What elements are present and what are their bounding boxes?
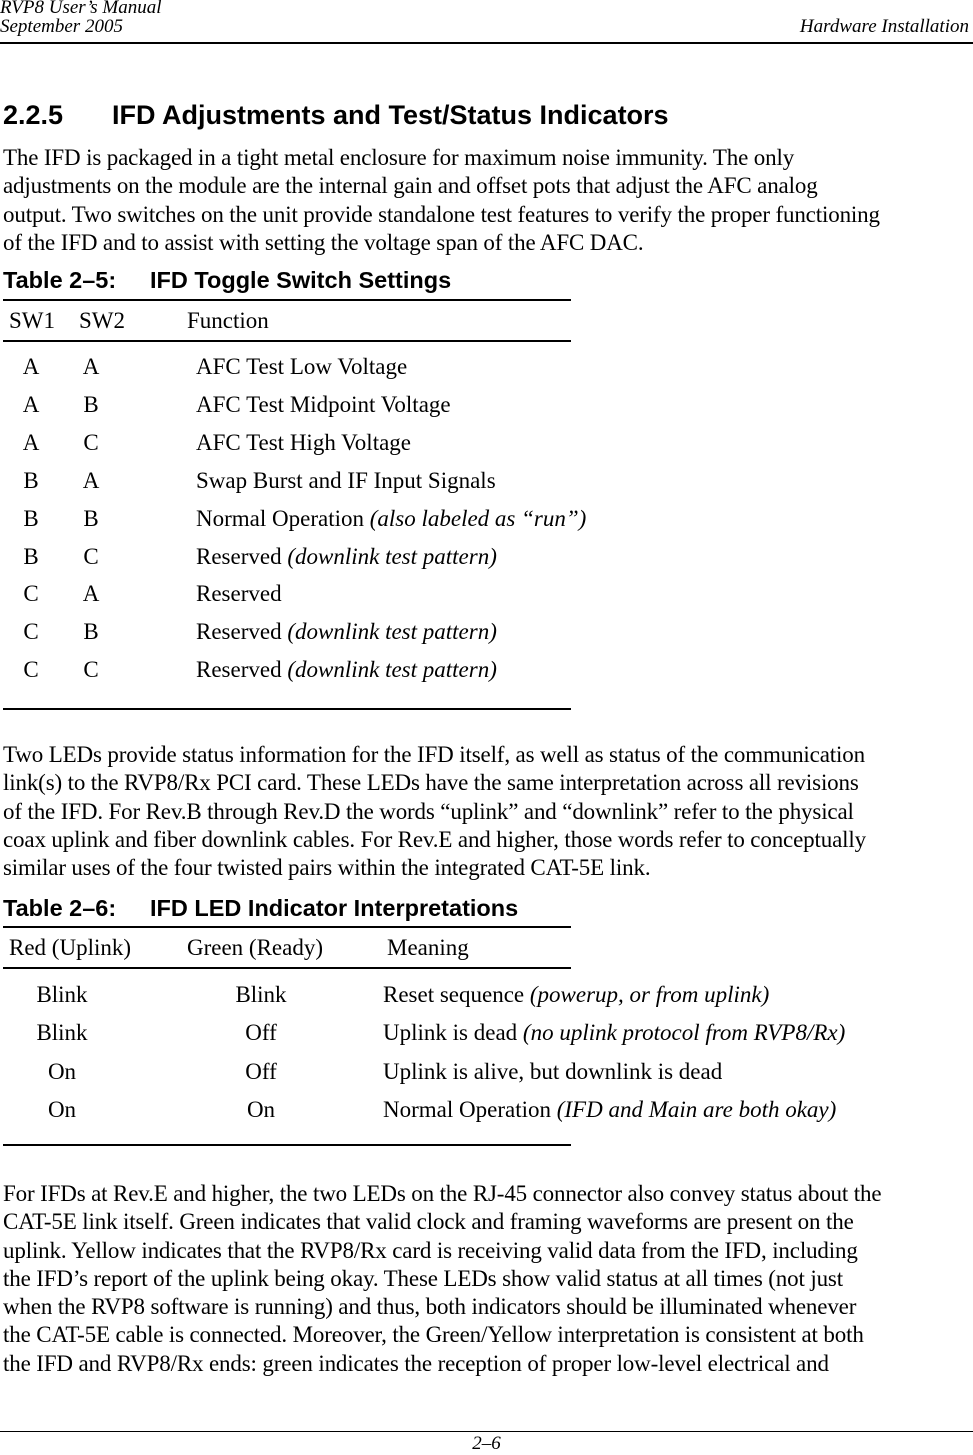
table-switch-top-rule bbox=[3, 299, 571, 301]
table-led-header-red: Red (Uplink) bbox=[9, 935, 132, 960]
switch-sw2-cell: C bbox=[83, 657, 99, 683]
switch-function-cell bbox=[196, 391, 451, 419]
text-line: similar uses of the four twisted pairs within the integrated CAT-5E link. bbox=[3, 855, 651, 881]
switch-sw1-cell: C bbox=[23, 581, 39, 607]
led-meaning-cell-text: Normal Operation bbox=[383, 1096, 557, 1122]
switch-sw2-cell: C bbox=[83, 543, 99, 569]
led-meaning-cell-text: Reset sequence bbox=[383, 982, 530, 1007]
switch-sw1-cell: B bbox=[23, 543, 39, 569]
table-led-title: IFD LED Indicator Interpretations bbox=[150, 895, 519, 921]
switch-function-cell-note: (downlink test pattern) bbox=[287, 657, 497, 683]
section-number: 2.2.5 bbox=[3, 100, 64, 130]
led-red-cell: Blink bbox=[36, 982, 88, 1007]
switch-function-cell bbox=[196, 656, 497, 684]
switch-sw2-cell: B bbox=[83, 505, 99, 531]
switch-function-cell-note: (downlink test pattern) bbox=[287, 543, 497, 569]
led-meaning-cell-note: (no uplink protocol from RVP8/Rx) bbox=[522, 1020, 846, 1046]
led-meaning-cell bbox=[383, 1096, 836, 1124]
text-line: the IFD’s report of the uplink being okay. These LEDs show valid status at all times (not just bbox=[3, 1265, 843, 1291]
text-line: uplink. Yellow indicates that the RVP8/Rx card is receiving valid data from the IFD, including bbox=[3, 1237, 858, 1263]
table-led-header-green: Green (Ready) bbox=[187, 935, 324, 960]
led-meaning-cell-note: (powerup, or from uplink) bbox=[529, 982, 770, 1007]
text-line: Two LEDs provide status information for the IFD itself, as well as status of the communication bbox=[3, 742, 865, 767]
table-switch-bottom-rule bbox=[3, 708, 571, 710]
table-switch-title: IFD Toggle Switch Settings bbox=[150, 267, 452, 293]
text-line: the CAT-5E cable is connected. Moreover, the Green/Yellow interpretation is consistent at both bbox=[3, 1322, 864, 1348]
led-red-cell: Blink bbox=[36, 1020, 88, 1046]
switch-sw2-cell: A bbox=[82, 467, 100, 493]
switch-function-cell-text: AFC Test Low Voltage bbox=[196, 354, 408, 379]
text-line: link(s) to the RVP8/Rx PCI card. These LEDs have the same interpretation across all revisions bbox=[3, 770, 859, 796]
table-switch-label: Table 2–5: bbox=[3, 267, 117, 293]
table-switch-header-sw1: SW1 bbox=[9, 308, 55, 333]
text-line: when the RVP8 software is running) and thus, both indicators should be illuminated whenever bbox=[3, 1294, 857, 1320]
table-led-header-rule bbox=[3, 967, 571, 969]
text-line: output. Two switches on the unit provide standalone test features to verify the proper functioning bbox=[3, 201, 880, 227]
led-green-cell: Off bbox=[245, 1020, 277, 1046]
text-line: coax uplink and fiber downlink cables. For Rev.E and higher, those words refer to conceptually bbox=[3, 826, 866, 852]
section-title: IFD Adjustments and Test/Status Indicators bbox=[112, 100, 669, 130]
switch-function-cell bbox=[196, 505, 586, 533]
page-number: 2–6 bbox=[472, 1433, 501, 1454]
switch-function-cell bbox=[196, 429, 411, 457]
text-line: For IFDs at Rev.E and higher, the two LEDs on the RJ-45 connector also convey status about the bbox=[3, 1181, 882, 1206]
switch-function-cell-text: Reserved bbox=[196, 581, 282, 607]
switch-sw1-cell: A bbox=[22, 354, 40, 379]
switch-function-cell-text: AFC Test High Voltage bbox=[196, 429, 411, 455]
switch-sw1-cell: A bbox=[22, 429, 40, 455]
switch-function-cell-text: Reserved bbox=[196, 619, 288, 645]
table-led-label: Table 2–6: bbox=[3, 895, 117, 921]
switch-function-cell-text: Normal Operation bbox=[196, 505, 370, 531]
intro-paragraph bbox=[3, 144, 973, 257]
led-red-cell: On bbox=[47, 1058, 77, 1084]
header-manual-title: RVP8 User’s Manual bbox=[0, 0, 162, 18]
led-green-cell: On bbox=[246, 1096, 276, 1122]
table-switch-caption bbox=[3, 266, 451, 294]
switch-function-cell bbox=[196, 353, 407, 381]
led-meaning-cell-text: Uplink is alive, but downlink is dead bbox=[383, 1058, 723, 1084]
table-switch-header-rule bbox=[3, 340, 571, 342]
switch-sw1-cell: B bbox=[23, 467, 39, 493]
switch-sw1-cell: C bbox=[23, 619, 39, 645]
switch-function-cell bbox=[196, 543, 497, 571]
switch-function-cell bbox=[196, 580, 282, 608]
led-green-cell: Off bbox=[245, 1058, 277, 1084]
table-led-caption bbox=[3, 894, 518, 922]
led-meaning-cell bbox=[383, 981, 769, 1009]
header-rule bbox=[0, 42, 973, 44]
text-line: the IFD and RVP8/Rx ends: green indicates the reception of proper low-level electrical and bbox=[3, 1350, 829, 1376]
switch-sw2-cell: B bbox=[83, 391, 99, 417]
switch-sw1-cell: C bbox=[23, 657, 39, 683]
text-line: The IFD is packaged in a tight metal enclosure for maximum noise immunity. The only bbox=[3, 145, 795, 170]
switch-sw2-cell: A bbox=[82, 581, 100, 607]
switch-function-cell-text: Swap Burst and IF Input Signals bbox=[196, 467, 496, 493]
switch-sw2-cell: C bbox=[83, 429, 99, 455]
switch-sw1-cell: B bbox=[23, 505, 39, 531]
footer-rule bbox=[0, 1431, 973, 1432]
led-meaning-cell bbox=[383, 1019, 845, 1047]
switch-function-cell bbox=[196, 618, 497, 646]
section-heading bbox=[3, 98, 669, 132]
text-line: CAT-5E link itself. Green indicates that valid clock and framing waveforms are present on the bbox=[3, 1209, 854, 1235]
table-led-header-meaning: Meaning bbox=[387, 935, 469, 960]
led-meaning-cell-note: (IFD and Main are both okay) bbox=[556, 1096, 837, 1122]
text-line: of the IFD and to assist with setting the voltage span of the AFC DAC. bbox=[3, 229, 644, 255]
switch-sw2-cell: B bbox=[83, 619, 99, 645]
switch-sw1-cell: A bbox=[22, 391, 40, 417]
rj45-paragraph bbox=[3, 1180, 973, 1378]
switch-function-cell-text: Reserved bbox=[196, 657, 288, 683]
switch-function-cell-text: Reserved bbox=[196, 543, 288, 569]
led-meaning-cell-text: Uplink is dead bbox=[383, 1020, 523, 1046]
table-switch-header-sw2: SW2 bbox=[79, 308, 125, 333]
switch-function-cell-note: (also labeled as “run”) bbox=[369, 505, 587, 531]
table-led-bottom-rule bbox=[3, 1144, 571, 1146]
led-red-cell: On bbox=[47, 1096, 77, 1122]
header-date: September 2005 bbox=[0, 16, 123, 37]
switch-sw2-cell: A bbox=[82, 354, 100, 379]
switch-function-cell-note: (downlink test pattern) bbox=[287, 619, 497, 645]
table-led-top-rule bbox=[3, 926, 571, 928]
switch-function-cell-text: AFC Test Midpoint Voltage bbox=[196, 391, 451, 417]
table-switch-header-function: Function bbox=[187, 308, 269, 333]
switch-function-cell bbox=[196, 467, 496, 495]
header-chapter: Hardware Installation bbox=[799, 16, 969, 37]
led-green-cell: Blink bbox=[235, 982, 287, 1007]
text-line: of the IFD. For Rev.B through Rev.D the words “uplink” and “downlink” refer to the physical bbox=[3, 798, 854, 824]
led-meaning-cell bbox=[383, 1058, 722, 1086]
leds-paragraph bbox=[3, 741, 973, 882]
text-line: adjustments on the module are the internal gain and offset pots that adjust the AFC analog bbox=[3, 173, 818, 199]
